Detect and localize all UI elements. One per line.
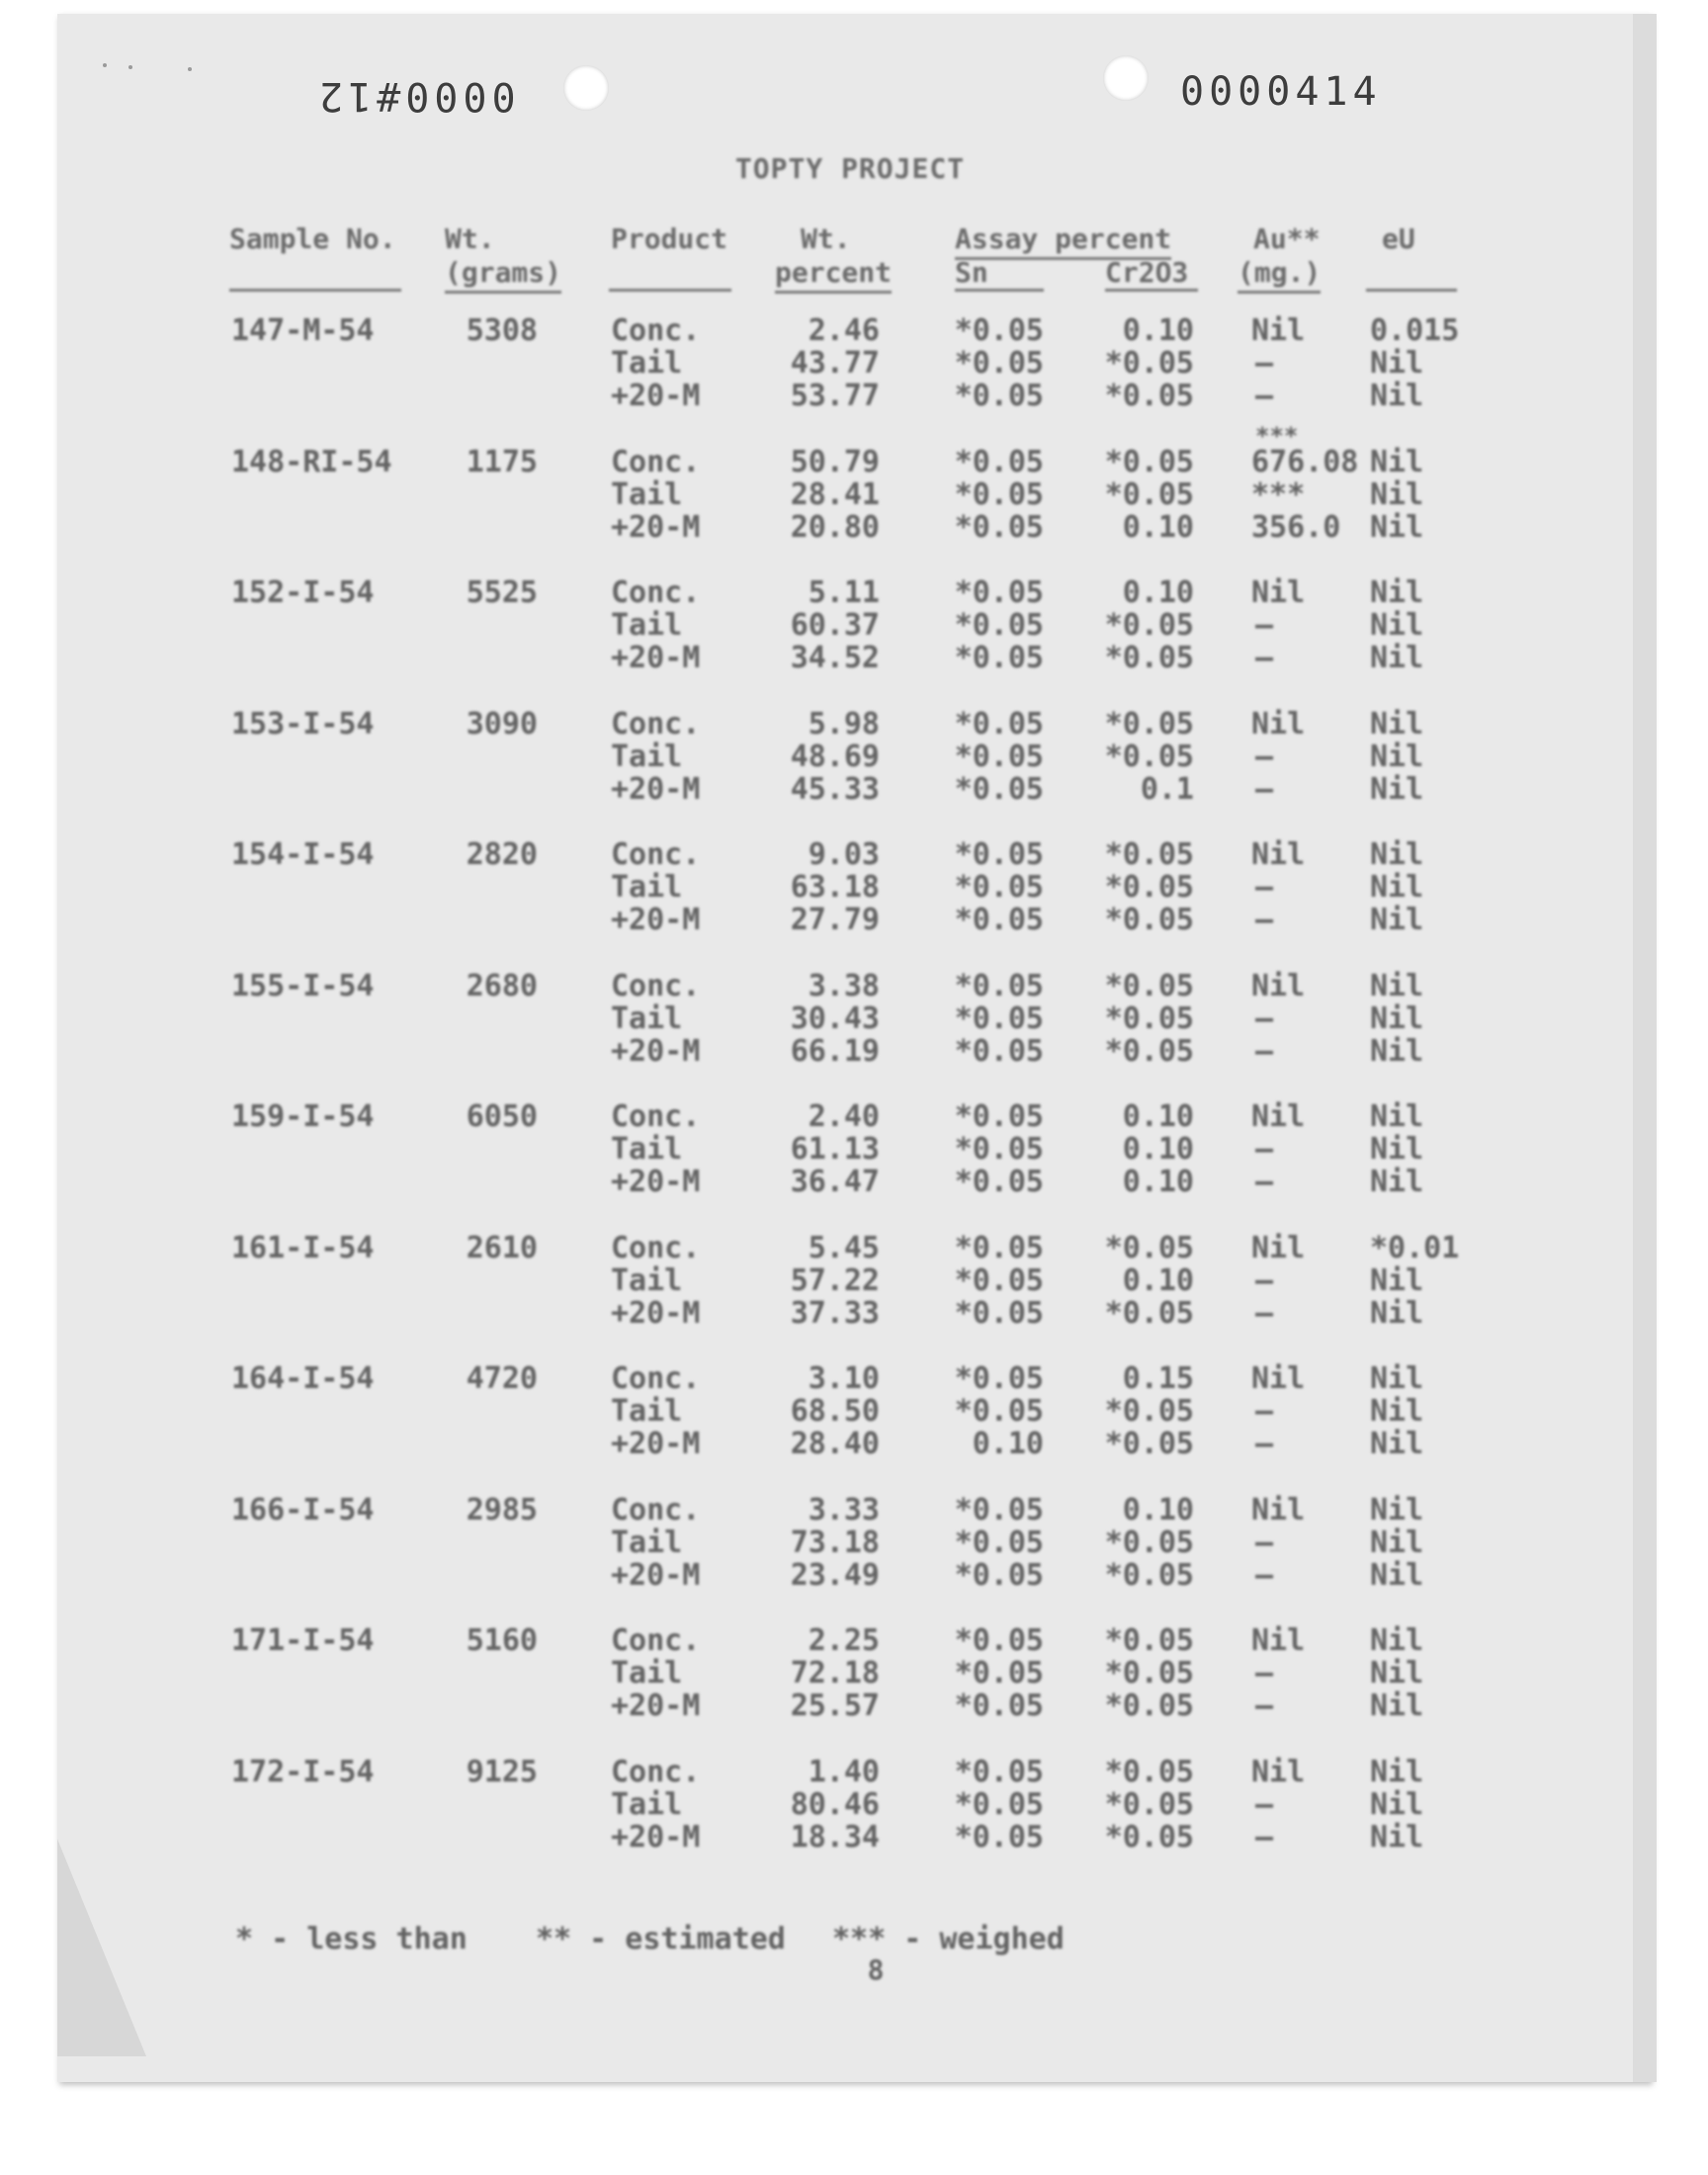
cell-eu: Nil [1370,1394,1424,1429]
cell-sn: *0.05 [954,1033,1044,1069]
cell-sn: *0.05 [954,1524,1044,1560]
cell-eu: Nil [1370,903,1424,937]
cell-eu: Nil [1370,739,1424,774]
cell-au: — [1255,1033,1274,1069]
cell-wt: 2680 [466,968,538,1003]
cell-au: Nil [1251,1754,1306,1789]
cell-au: Nil [1251,1230,1306,1265]
cell-eu: Nil [1370,706,1424,741]
cell-wt-pct: 20.80 [790,509,880,545]
cell-cr2o3: *0.05 [1104,1689,1194,1723]
paper-edge [1633,14,1657,2082]
cell-wt-pct: 30.43 [790,1000,880,1036]
header-eu: eU [1382,222,1415,255]
cell-au: — [1255,1524,1274,1560]
cell-products: +20-M [611,1689,701,1723]
cell-cr2o3: *0.05 [1104,1819,1194,1855]
cell-products: Conc. [611,1230,701,1265]
footnote-weighed: *** - weighed [832,1922,1065,1957]
cell-products: Tail [611,346,683,381]
cell-wt-pct: 73.18 [790,1524,880,1560]
cell-au: — [1255,1819,1274,1855]
cell-cr2o3: 0.10 [1122,1099,1194,1134]
cell-wt: 5160 [466,1623,538,1658]
cell-products: Conc. [611,1754,701,1789]
cell-wt: 3090 [466,706,538,741]
cell-sn: *0.05 [954,706,1044,741]
cell-eu: Nil [1370,968,1424,1003]
cell-sn: *0.05 [954,608,1044,643]
cell-eu: Nil [1370,1819,1424,1855]
header-sn: Sn [955,256,988,289]
cell-products: +20-M [611,509,701,545]
header-wt-unit: (grams) [445,255,561,294]
cell-cr2o3: *0.05 [1104,477,1194,512]
cell-sn: *0.05 [954,1492,1044,1527]
cell-au: — [1255,1295,1274,1331]
cell-wt: 2610 [466,1230,538,1265]
cell-au: — [1255,771,1274,807]
cell-sn: *0.05 [954,346,1044,381]
cell-eu: Nil [1370,1786,1424,1822]
cell-eu: Nil [1370,1427,1424,1461]
cell-wt-pct: 43.77 [790,346,880,381]
cell-eu: Nil [1370,1524,1424,1560]
speck [103,63,107,67]
cell-au: 676.08 [1251,444,1359,479]
cell-products: +20-M [611,1295,701,1331]
header-rule-eu [1366,289,1457,292]
cell-wt-pct: 5.11 [808,575,880,610]
speck [188,67,192,71]
cell-au: — [1255,608,1274,643]
header-rule-sn [955,289,1044,292]
cell-eu: *0.01 [1370,1230,1460,1265]
cell-products: Tail [611,1786,683,1822]
cell-au: Nil [1251,1361,1306,1396]
cell-sn: *0.05 [954,379,1044,413]
cell-eu: Nil [1370,1623,1424,1658]
cell-wt-pct: 36.47 [790,1165,880,1199]
cell-au: *** [1251,477,1306,512]
cell-sn: *0.05 [954,771,1044,807]
cell-wt-pct: 61.13 [790,1132,880,1167]
cell-wt-pct: 27.79 [790,903,880,937]
cell-sample: 152-I-54 [231,575,375,610]
cell-cr2o3: 0.10 [1122,575,1194,610]
cell-products: +20-M [611,641,701,675]
punch-hole-left [563,65,609,111]
cell-cr2o3: *0.05 [1104,903,1194,937]
page-title: TOPTY PROJECT [734,152,966,185]
cell-wt-pct: 2.25 [808,1623,880,1658]
cell-wt-pct: 60.37 [790,608,880,643]
cell-au: — [1255,1557,1274,1593]
cell-eu: Nil [1370,1033,1424,1069]
header-sample-no: Sample No. [229,222,396,255]
cell-eu: 0.015 [1370,313,1460,348]
cell-products: +20-M [611,1165,701,1199]
cell-eu: Nil [1370,1689,1424,1723]
cell-wt-pct: 80.46 [790,1786,880,1822]
cell-au: Nil [1251,1492,1306,1527]
cell-wt-pct: 25.57 [790,1689,880,1723]
cell-products: Tail [611,477,683,512]
cell-products: Conc. [611,1623,701,1658]
cell-cr2o3: 0.10 [1122,1132,1194,1167]
cell-au: — [1255,641,1274,675]
header-rule-sample [229,289,401,292]
cell-au: Nil [1251,575,1306,610]
cell-cr2o3: *0.05 [1104,1033,1194,1069]
cell-cr2o3: *0.05 [1104,968,1194,1003]
cell-products: Tail [611,1394,683,1429]
cell-cr2o3: *0.05 [1104,1230,1194,1265]
cell-products: +20-M [611,1819,701,1855]
cell-eu: Nil [1370,1754,1424,1789]
cell-cr2o3: 0.10 [1122,1492,1194,1527]
cell-au: Nil [1251,313,1306,348]
cell-sn: *0.05 [954,870,1044,905]
cell-wt-pct: 72.18 [790,1656,880,1691]
cell-eu: Nil [1370,444,1424,479]
cell-cr2o3: *0.05 [1104,1427,1194,1461]
page-number: 8 [867,1954,885,1986]
cell-sn: *0.05 [954,313,1044,348]
cell-wt-pct: 37.33 [790,1295,880,1331]
cell-sample: 147-M-54 [231,313,375,348]
cell-products: Conc. [611,968,701,1003]
cell-wt-pct: 2.40 [808,1099,880,1134]
document-number-right: 0000414 [1180,69,1382,115]
cell-products: +20-M [611,903,701,937]
cell-cr2o3: *0.05 [1104,346,1194,381]
cell-eu: Nil [1370,379,1424,413]
cell-products: Conc. [611,706,701,741]
document-number-left: 0000#12 [314,73,516,119]
cell-products: Tail [611,1000,683,1036]
cell-eu: Nil [1370,1492,1424,1527]
cell-sn: *0.05 [954,1623,1044,1658]
cell-products: Tail [611,870,683,905]
cell-sn: *0.05 [954,1819,1044,1855]
cell-products: Tail [611,1262,683,1298]
cell-eu: Nil [1370,1295,1424,1331]
cell-wt-pct: 53.77 [790,379,880,413]
cell-au: — [1255,739,1274,774]
cell-au: — [1255,1656,1274,1691]
cell-cr2o3: 0.10 [1122,313,1194,348]
footnote-estimated: ** - estimated [536,1922,786,1957]
cell-cr2o3: *0.05 [1104,379,1194,413]
cell-wt-pct: 1.40 [808,1754,880,1789]
cell-au: — [1255,1165,1274,1199]
cell-cr2o3: *0.05 [1104,706,1194,741]
cell-wt-pct: 3.33 [808,1492,880,1527]
cell-sn: *0.05 [954,1394,1044,1429]
cell-sn: *0.05 [954,1262,1044,1298]
cell-wt-pct: 48.69 [790,739,880,774]
cell-au: — [1255,903,1274,937]
cell-au: Nil [1251,1623,1306,1658]
cell-wt: 5525 [466,575,538,610]
header-wt-pct-unit: percent [775,255,892,294]
cell-cr2o3: *0.05 [1104,739,1194,774]
cell-sn: *0.05 [954,1754,1044,1789]
cell-cr2o3: *0.05 [1104,1524,1194,1560]
cell-au: — [1255,1689,1274,1723]
cell-eu: Nil [1370,1099,1424,1134]
cell-eu: Nil [1370,1262,1424,1298]
cell-cr2o3: *0.05 [1104,1394,1194,1429]
cell-cr2o3: 0.1 [1140,771,1194,807]
cell-eu: Nil [1370,837,1424,872]
cell-products: Tail [611,1524,683,1560]
cell-cr2o3: 0.15 [1122,1361,1194,1396]
cell-au: Nil [1251,968,1306,1003]
header-wt: Wt. [445,222,495,255]
cell-cr2o3: *0.05 [1104,1786,1194,1822]
cell-au: — [1255,1427,1274,1461]
cell-au: — [1255,1132,1274,1167]
cell-sn: *0.05 [954,1361,1044,1396]
cell-products: +20-M [611,1427,701,1461]
cell-sn: *0.05 [954,444,1044,479]
cell-sn: *0.05 [954,1557,1044,1593]
cell-cr2o3: *0.05 [1104,1754,1194,1789]
cell-cr2o3: 0.10 [1122,509,1194,545]
cell-sn: *0.05 [954,477,1044,512]
cell-eu: Nil [1370,641,1424,675]
cell-eu: Nil [1370,509,1424,545]
cell-wt: 2820 [466,837,538,872]
cell-eu: Nil [1370,346,1424,381]
cell-sample: 161-I-54 [231,1230,375,1265]
cell-wt-pct: 2.46 [808,313,880,348]
cell-eu: Nil [1370,1557,1424,1593]
cell-cr2o3: *0.05 [1104,837,1194,872]
cell-eu: Nil [1370,1165,1424,1199]
header-au-unit: (mg.) [1238,255,1321,294]
cell-sample: 153-I-54 [231,706,375,741]
cell-products: +20-M [611,771,701,807]
cell-sn: *0.05 [954,641,1044,675]
cell-au: — [1255,379,1274,413]
cell-cr2o3: 0.10 [1122,1262,1194,1298]
au-note: *** [1255,421,1299,450]
cell-sn: *0.05 [954,1786,1044,1822]
cell-sn: *0.05 [954,968,1044,1003]
punch-hole-right [1103,55,1149,101]
cell-wt-pct: 63.18 [790,870,880,905]
cell-sample: 172-I-54 [231,1754,375,1789]
cell-eu: Nil [1370,608,1424,643]
cell-sample: 159-I-54 [231,1099,375,1134]
cell-sn: 0.10 [972,1427,1044,1461]
cell-eu: Nil [1370,575,1424,610]
header-rule-cr2o3 [1105,289,1198,292]
cell-wt: 9125 [466,1754,538,1789]
cell-wt-pct: 66.19 [790,1033,880,1069]
header-cr2o3: Cr2O3 [1105,256,1189,289]
cell-au: — [1255,1000,1274,1036]
cell-wt-pct: 23.49 [790,1557,880,1593]
cell-products: Conc. [611,444,701,479]
cell-wt-pct: 28.41 [790,477,880,512]
cell-sn: *0.05 [954,1230,1044,1265]
cell-cr2o3: *0.05 [1104,608,1194,643]
cell-sample: 148-RI-54 [231,444,392,479]
cell-products: Tail [611,1656,683,1691]
cell-products: +20-M [611,1033,701,1069]
cell-sn: *0.05 [954,1656,1044,1691]
cell-products: Tail [611,1132,683,1167]
cell-eu: Nil [1370,870,1424,905]
cell-wt: 5308 [466,313,538,348]
cell-sample: 154-I-54 [231,837,375,872]
cell-au: — [1255,346,1274,381]
cell-wt: 6050 [466,1099,538,1134]
cell-sn: *0.05 [954,1000,1044,1036]
cell-sample: 171-I-54 [231,1623,375,1658]
cell-cr2o3: *0.05 [1104,641,1194,675]
cell-wt-pct: 57.22 [790,1262,880,1298]
cell-sn: *0.05 [954,739,1044,774]
cell-sample: 164-I-54 [231,1361,375,1396]
cell-wt-pct: 5.98 [808,706,880,741]
cell-sn: *0.05 [954,1689,1044,1723]
cell-au: — [1255,870,1274,905]
header-wt-pct: Wt. [801,222,851,255]
cell-au: — [1255,1262,1274,1298]
cell-products: Conc. [611,313,701,348]
cell-wt-pct: 34.52 [790,641,880,675]
cell-cr2o3: *0.05 [1104,1656,1194,1691]
cell-products: Tail [611,608,683,643]
cell-eu: Nil [1370,1361,1424,1396]
cell-sn: *0.05 [954,509,1044,545]
header-au: Au** [1253,222,1321,255]
cell-cr2o3: *0.05 [1104,1557,1194,1593]
folded-corner [57,1839,146,2056]
cell-products: Conc. [611,1492,701,1527]
cell-cr2o3: 0.10 [1122,1165,1194,1199]
cell-products: Conc. [611,575,701,610]
cell-products: Tail [611,739,683,774]
cell-eu: Nil [1370,1132,1424,1167]
cell-sn: *0.05 [954,837,1044,872]
cell-products: Conc. [611,1099,701,1134]
cell-wt: 4720 [466,1361,538,1396]
cell-au: 356.0 [1251,509,1341,545]
cell-products: Conc. [611,837,701,872]
cell-au: Nil [1251,706,1306,741]
cell-cr2o3: *0.05 [1104,1623,1194,1658]
cell-sn: *0.05 [954,575,1044,610]
cell-wt: 1175 [466,444,538,479]
cell-cr2o3: *0.05 [1104,444,1194,479]
cell-wt-pct: 3.10 [808,1361,880,1396]
cell-eu: Nil [1370,1656,1424,1691]
header-product: Product [611,222,728,255]
footnote-less-than: * - less than [235,1922,468,1957]
cell-sn: *0.05 [954,1295,1044,1331]
speck [128,65,132,69]
cell-sn: *0.05 [954,1099,1044,1134]
cell-sample: 155-I-54 [231,968,375,1003]
cell-wt-pct: 18.34 [790,1819,880,1855]
cell-sn: *0.05 [954,1165,1044,1199]
cell-eu: Nil [1370,477,1424,512]
cell-au: — [1255,1394,1274,1429]
cell-wt-pct: 3.38 [808,968,880,1003]
cell-cr2o3: *0.05 [1104,1295,1194,1331]
cell-au: Nil [1251,837,1306,872]
cell-wt-pct: 50.79 [790,444,880,479]
cell-wt-pct: 45.33 [790,771,880,807]
cell-sn: *0.05 [954,903,1044,937]
cell-eu: Nil [1370,1000,1424,1036]
cell-wt-pct: 68.50 [790,1394,880,1429]
header-assay-percent: Assay percent [955,221,1171,260]
cell-au: — [1255,1786,1274,1822]
header-rule-product [609,289,731,292]
cell-eu: Nil [1370,771,1424,807]
cell-wt-pct: 9.03 [808,837,880,872]
cell-au: Nil [1251,1099,1306,1134]
cell-sample: 166-I-54 [231,1492,375,1527]
cell-wt: 2985 [466,1492,538,1527]
cell-sn: *0.05 [954,1132,1044,1167]
cell-products: +20-M [611,1557,701,1593]
cell-products: Conc. [611,1361,701,1396]
cell-cr2o3: *0.05 [1104,1000,1194,1036]
cell-cr2o3: *0.05 [1104,870,1194,905]
cell-products: +20-M [611,379,701,413]
cell-wt-pct: 5.45 [808,1230,880,1265]
cell-wt-pct: 28.40 [790,1427,880,1461]
